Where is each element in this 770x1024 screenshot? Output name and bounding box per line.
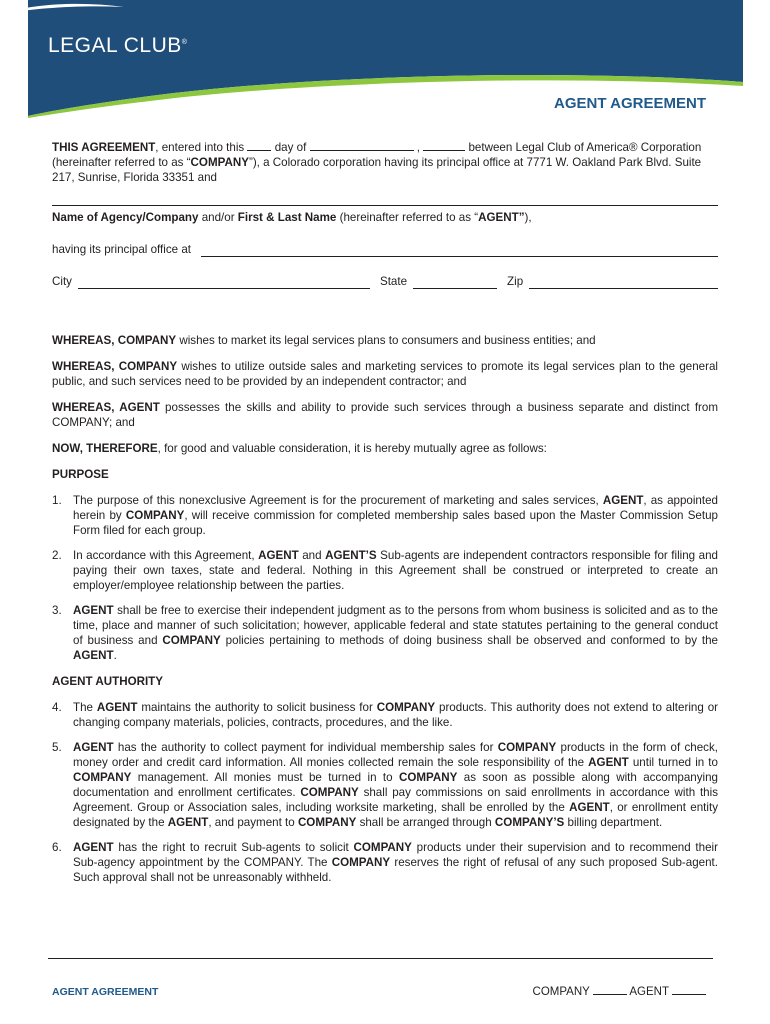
whereas-3-text: possesses the skills and ability to provide such services through a business separate and distinct from COMPANY; and <box>52 401 719 429</box>
clause-1 <box>52 493 718 538</box>
zip-label: Zip <box>507 275 524 288</box>
clause-6-number: 6. <box>52 841 62 854</box>
whereas-2-lead: WHEREAS, COMPANY <box>52 360 178 373</box>
footer-divider <box>48 958 713 959</box>
agency-andor: and/or <box>198 211 238 224</box>
clause-3-text: AGENT shall be free to exercise their independent judgment as to the persons from whom business is solicited and as to the time, place and manner of such solicitation; however, applicable federal and state statutes pertaining to the general conduct of business and COMPANY policies pertaining to methods of doing business shall be observed and conformed to by the AGENT. <box>73 604 718 662</box>
logo-trademark: ® <box>181 39 188 46</box>
intro-lead: THIS AGREEMENT <box>52 141 156 154</box>
intro-text-5: ”), a Colorado corporation having its principal office at 7771 W. Oakland Park Blvd. Suite 217, Sunrise, Florida 33351 and <box>52 156 702 184</box>
whereas-2-text: wishes to utilize outside sales and marketing services to promote its legal services plan to the general public, and such services need to be provided by an independent contractor; and <box>52 360 718 388</box>
month-blank[interactable] <box>310 139 414 151</box>
agency-ref: (hereinafter referred to as “ <box>336 211 479 224</box>
clause-4-text: The AGENT maintains the authority to solicit business for COMPANY products. This authority does not extend to altering or changing company materials, policies, contracts, procedures, and the like. <box>73 701 719 729</box>
therefore-text: , for good and valuable consideration, it is hereby mutually agree as follows: <box>157 442 547 455</box>
year-blank[interactable] <box>423 139 465 151</box>
therefore-lead: NOW, THEREFORE <box>52 442 158 455</box>
clause-2-text: In accordance with this Agreement, AGENT and AGENT’S Sub-agents are independent contractors responsible for filing and paying their own taxes, state and federal. Nothing in this Agreement shall be construed or interpreted to create an employer/employee relationship between the parties. <box>73 549 718 592</box>
authority-heading: AGENT AUTHORITY <box>52 675 163 688</box>
clause-6 <box>52 840 718 885</box>
company-initials-label: COMPANY <box>532 986 590 998</box>
clause-1-text: The purpose of this nonexclusive Agreement is for the procurement of marketing and sales services, AGENT, as appointed herein by COMPANY, will receive commission for completed membership sales based upon the Master Commission Setup Form filed for each group. <box>73 494 718 537</box>
clause-5-number: 5. <box>52 741 62 754</box>
whereas-3-lead: WHEREAS, AGENT <box>52 401 160 414</box>
intro-text-2: day of <box>274 141 307 154</box>
agent-initials-label: AGENT <box>629 986 669 998</box>
logo-swoosh-icon <box>0 0 130 16</box>
whereas-1-text: wishes to market its legal services plans to consumers and business entities; and <box>176 334 596 347</box>
clause-3-number: 3. <box>52 604 62 617</box>
intro-text-1: , entered into this <box>155 141 245 154</box>
city-label: City <box>52 275 72 288</box>
state-label: State <box>379 275 408 288</box>
city-field[interactable] <box>78 277 370 289</box>
clause-5-text: AGENT has the authority to collect payment for individual membership sales for COMPANY products in the form of check, money order and credit card information. All monies collected remain the sole responsibility of the AGENT until turned in to COMPANY management. All monies must be turned in to COMPANY as soon as possible along with accompanying documentation and enrollment certificates. COMPANY shall pay commissions on said enrollments in accordance with this Agreement. Group or Association sales, including worksite marketing, shall be enrolled by the AGENT, or enrollment entity designated by the AGENT, and payment to COMPANY shall be arranged through COMPANY’S billing department. <box>73 741 718 829</box>
clause-4 <box>52 700 718 730</box>
page-title: AGENT AGREEMENT <box>554 95 706 112</box>
clause-4-number: 4. <box>52 701 62 714</box>
zip-field[interactable] <box>529 277 718 289</box>
clause-2 <box>52 548 718 593</box>
clause-3 <box>52 603 718 663</box>
intro-company: COMPANY <box>190 156 249 169</box>
footer-initials <box>533 983 706 998</box>
whereas-1-lead: WHEREAS, COMPANY <box>52 334 177 347</box>
whereas-1 <box>52 333 718 348</box>
agreement-body <box>52 139 718 885</box>
purpose-heading: PURPOSE <box>52 468 109 481</box>
clause-5 <box>52 740 718 830</box>
first-last-label: First & Last Name <box>237 211 337 224</box>
office-address-field[interactable] <box>201 245 718 257</box>
agency-close: ), <box>524 211 532 224</box>
state-field[interactable] <box>413 277 497 289</box>
agency-name-line[interactable] <box>52 205 718 206</box>
footer-title: AGENT AGREEMENT <box>52 986 159 998</box>
intro-text-4: between Legal Club of America® Corporation (hereinafter referred to as “ <box>52 141 702 169</box>
therefore-paragraph <box>52 441 718 456</box>
whereas-3 <box>52 400 718 430</box>
city-state-zip-row <box>52 274 718 289</box>
day-blank[interactable] <box>247 139 271 151</box>
intro-paragraph <box>52 139 718 185</box>
legal-club-logo <box>48 34 187 58</box>
agency-name-label: Name of Agency/Company <box>52 211 199 224</box>
office-label: having its principal office at <box>52 243 191 256</box>
whereas-2 <box>52 359 718 389</box>
clause-1-number: 1. <box>52 494 62 507</box>
agency-caption <box>52 210 718 225</box>
intro-text-3: , <box>416 141 420 154</box>
office-row <box>52 242 718 257</box>
agent-initials-field[interactable] <box>672 983 706 995</box>
logo-wordmark: LEGAL CLUB <box>48 34 182 57</box>
company-initials-field[interactable] <box>593 983 627 995</box>
agency-agent: AGENT” <box>478 211 525 224</box>
clause-2-number: 2. <box>52 549 62 562</box>
clause-6-text: AGENT has the right to recruit Sub-agents to solicit COMPANY products under their supervision and to recommend their Sub-agency appointment by the COMPANY. The COMPANY reserves the right of refusal of any such proposed Sub-agent. Such approval shall not be unreasonably withheld. <box>73 841 718 884</box>
